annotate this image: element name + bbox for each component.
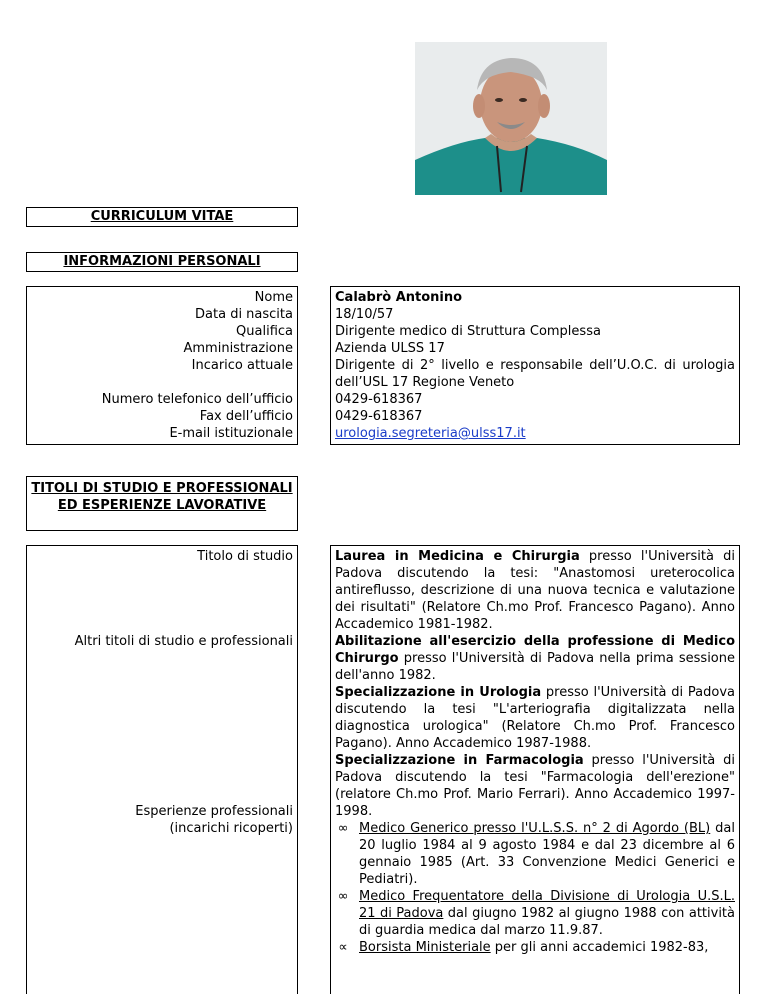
exp-rest: per gli anni accademici 1982-83, (490, 940, 709, 955)
exp-underlined: Medico Frequentatore della Divisione di Urologia U.S.L. 21 di Padova (359, 889, 735, 921)
value-qualifica: Dirigente medico di Struttura Complessa (335, 324, 601, 339)
studio-rest: presso l'Università di Padova discutendo la tesi: "Anastomosi ureterocolica antireflusso, descrizione di una nuova tecnica e valutazione dei risultati" (Relatore Ch.mo Prof. Francesco Pagano). Anno Accademico 1981-1982. (335, 549, 736, 632)
abil-rest: presso l'Università di Padova nella prima sessione dell'anno 1982. (335, 651, 735, 683)
label-esperienze: Esperienze professionali (incarichi ricoperti) (135, 804, 293, 836)
value-data-nascita: 18/10/57 (335, 307, 394, 322)
spec1-rest: presso l'Università di Padova discutendo la tesi "L'arteriografia digitalizzata nella diagnostica urologica" (Relatore Ch.mo Prof. Francesco Pagano). Anno Accademico 1987-1988. (335, 685, 735, 751)
spec2-paragraph (335, 752, 735, 820)
portrait-image (415, 42, 607, 195)
label-email: E-mail istituzionale (169, 426, 293, 441)
label-data-nascita: Data di nascita (195, 307, 293, 322)
label-blank (31, 374, 293, 391)
studio-bold: Laurea in Medicina e Chirurgia (335, 549, 580, 564)
personal-title: INFORMAZIONI PERSONALI (63, 254, 261, 269)
titles-values (330, 545, 740, 994)
value-incarico: Dirigente di 2° livello e responsabile dell’U.O.C. di urologia dell’USL 17 Regione Veneto (335, 358, 735, 390)
label-incarico: Incarico attuale (191, 358, 293, 373)
label-altri-titoli: Altri titoli di studio e professionali (74, 634, 293, 649)
profile-photo (415, 42, 607, 195)
exp-rest: dal 20 luglio 1984 al 9 agosto 1984 e dal 23 dicembre al 6 gennaio 1985 (Art. 33 Convenzione Medici Generici e Pediatri). (359, 821, 735, 887)
exp-underlined: Medico Generico presso l'U.L.S.S. n° 2 di Agordo (BL) (359, 821, 711, 836)
bullet-infinity-icon: ∞ (337, 821, 349, 836)
value-telefono: 0429-618367 (335, 392, 423, 407)
personal-labels (26, 286, 298, 445)
label-nome: Nome (254, 290, 293, 305)
studio-paragraph (335, 548, 735, 633)
label-telefono: Numero telefonico dell’ufficio (101, 392, 293, 407)
label-titolo-studio: Titolo di studio (197, 549, 293, 564)
personal-values (330, 286, 740, 445)
titles-title: TITOLI DI STUDIO E PROFESSIONALI ED ESPERIENZE LAVORATIVE (31, 481, 293, 513)
personal-title-box (26, 252, 298, 272)
exp-item (335, 939, 735, 956)
label-amministrazione: Amministrazione (183, 341, 293, 356)
bullet-proportional-icon: ∝ (338, 940, 348, 955)
exp-rest: dal giugno 1982 al giugno 1988 con attività di guardia medica dal marzo 11.9.87. (359, 906, 735, 938)
abil-bold: Abilitazione all'esercizio della professione di Medico Chirurgo (335, 634, 735, 666)
titles-labels (26, 545, 298, 994)
bullet-infinity-icon: ∞ (337, 889, 349, 904)
label-qualifica: Qualifica (236, 324, 293, 339)
cv-title-box (26, 207, 298, 227)
cv-title: CURRICULUM VITAE (90, 209, 234, 224)
value-nome: Calabrò Antonino (335, 290, 463, 305)
spec2-bold: Specializzazione in Farmacologia (335, 753, 584, 768)
exp-item (335, 820, 735, 888)
titles-title-box (26, 476, 298, 531)
exp-item (335, 888, 735, 939)
exp-underlined: Borsista Ministeriale (359, 940, 491, 955)
spec2-rest: presso l'Università di Padova discutendo la tesi "Farmacologia dell'erezione" (relatore Ch.mo Prof. Mario Ferrari). Anno Accademico 1997-1998. (335, 753, 735, 819)
spec1-paragraph (335, 684, 735, 752)
value-amministrazione: Azienda ULSS 17 (335, 341, 445, 356)
label-fax: Fax dell’ufficio (199, 409, 293, 424)
abil-paragraph (335, 633, 735, 684)
spec1-bold: Specializzazione in Urologia (335, 685, 542, 700)
value-fax: 0429-618367 (335, 409, 423, 424)
email-link[interactable]: urologia.segreteria@ulss17.it (335, 426, 526, 441)
